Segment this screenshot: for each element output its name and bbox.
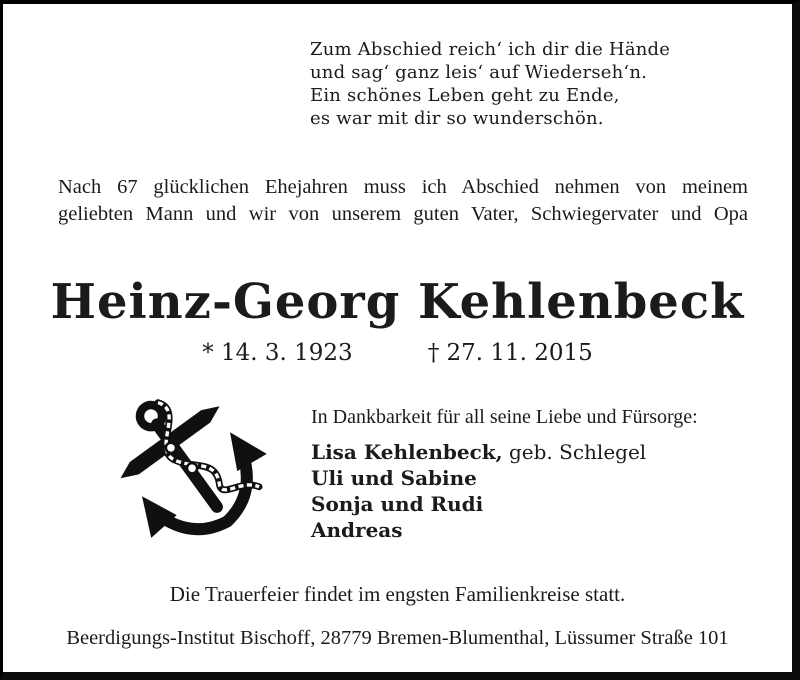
mourner-name: Lisa Kehlenbeck, bbox=[311, 440, 503, 464]
poem-line: und sag‘ ganz leis‘ auf Wiederseh‘n. bbox=[310, 62, 648, 83]
mourner-line bbox=[311, 517, 698, 543]
mourner-name: Sonja und Rudi bbox=[311, 492, 484, 516]
poem-line: Zum Abschied reich‘ ich dir die Hände bbox=[310, 39, 671, 60]
mourner-name: Uli und Sabine bbox=[311, 466, 477, 490]
birth-date: * 14. 3. 1923 bbox=[202, 340, 353, 366]
intro-paragraph bbox=[58, 174, 748, 228]
mourner-line bbox=[311, 491, 698, 517]
funeral-home-address: Beerdigungs-Institut Bischoff, 28779 Bremen-Blumenthal, Lüssumer Straße 101 bbox=[66, 627, 729, 649]
gratitude-heading: In Dankbarkeit für all seine Liebe und Fürsorge: bbox=[311, 406, 698, 428]
mourner-line bbox=[311, 465, 698, 491]
mourner-line bbox=[311, 439, 698, 465]
gratitude-block bbox=[311, 406, 698, 543]
funeral-note: Die Trauerfeier findet im engsten Familienkreise statt. bbox=[169, 582, 626, 606]
anchor-with-rope-icon bbox=[103, 382, 273, 552]
intro-line: Nach 67 glücklichen Ehejahren muss ich Abschied nehmen von meinem bbox=[58, 176, 748, 198]
poem-line: Ein schönes Leben geht zu Ende, bbox=[310, 85, 620, 106]
farewell-poem bbox=[310, 38, 670, 130]
deceased-name: Heinz-Georg Kehlenbeck bbox=[50, 274, 745, 330]
death-date: † 27. 11. 2015 bbox=[427, 340, 593, 366]
life-dates bbox=[3, 340, 792, 366]
anchor-icon bbox=[103, 382, 273, 552]
mourner-name: Andreas bbox=[311, 518, 403, 542]
mourner-suffix: geb. Schlegel bbox=[502, 440, 647, 464]
poem-line: es war mit dir so wunderschön. bbox=[310, 108, 604, 129]
intro-line: geliebten Mann und wir von unserem guten Vater, Schwiegervater und Opa bbox=[58, 203, 748, 225]
